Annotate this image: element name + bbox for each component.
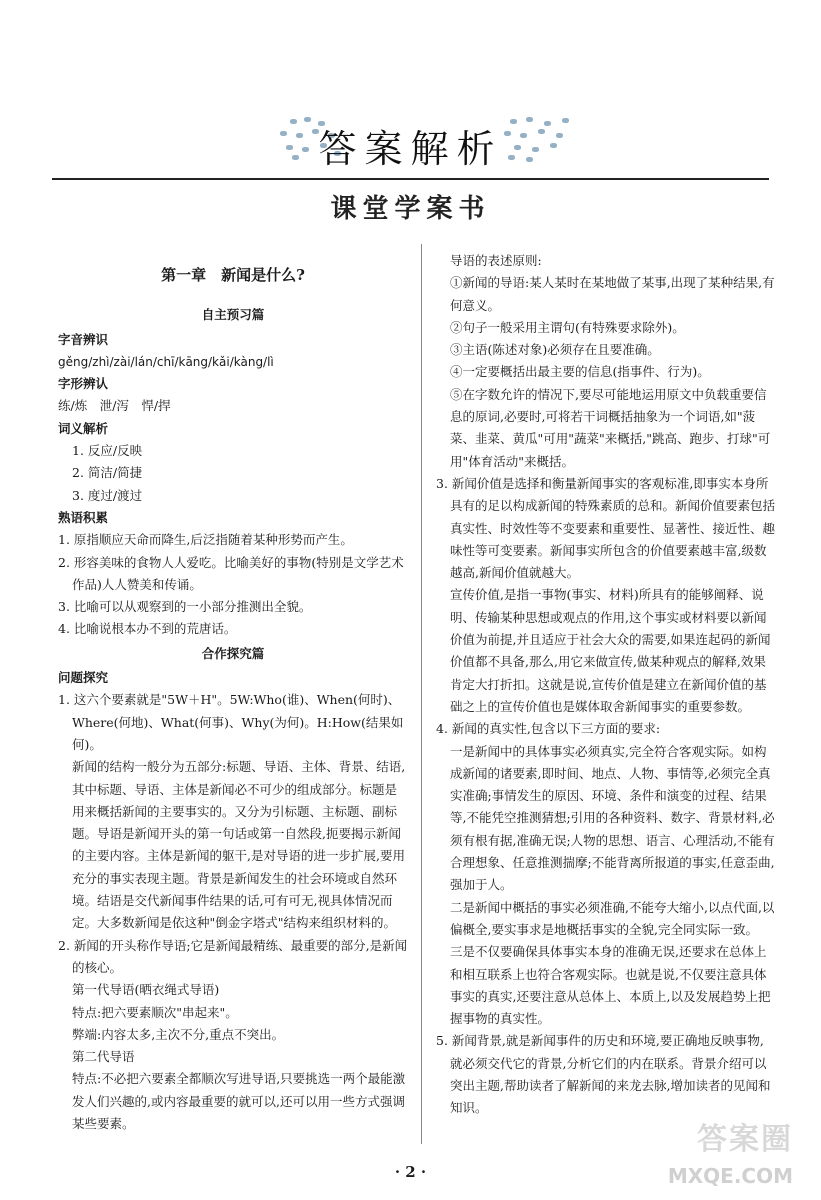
answer-item: 3. 比喻可以从观察到的一小部分推测出全貌。 bbox=[58, 599, 312, 615]
watermark-url: MXQE.COM bbox=[667, 1164, 793, 1188]
answer-item: ③主语(陈述对象)必须存在且要准确。 bbox=[450, 342, 660, 358]
watermark bbox=[667, 1122, 801, 1196]
answer-line: 特点:把六要素顺次"串起来"。 bbox=[72, 1004, 238, 1020]
answer-paragraph: 特点:不必把六要素全都顺次写进导语,只要挑选一两个最能激发人们兴趣的,或内容最重要的就可以,还可以用一些方式强调某些要素。 bbox=[72, 1071, 406, 1131]
answer-item: 3. 度过/渡过 bbox=[72, 487, 143, 503]
watermark-text: 答案圈 bbox=[697, 1122, 793, 1157]
page-number: · 2 · bbox=[394, 1163, 427, 1181]
subheading: 词义解析 bbox=[58, 420, 109, 436]
answer-line: 弊端:内容太多,主次不分,重点不突出。 bbox=[72, 1026, 285, 1042]
header-rule bbox=[52, 178, 769, 180]
page-header bbox=[0, 0, 821, 180]
answer-paragraph: 一是新闻中的具体事实必须真实,完全符合客观实际。如构成新闻的诸要素,即时间、地点、人物、事情等,必须完全真实准确;事情发生的原因、环境、条件和演变的过程、结果等,不能凭空推测猜想;引用的各种资料、数字、背景材料,必须有根有据,准确无误;人物的思想、语言、心理活动,不能有合理想象、任意推测揣摩;不能背离所报道的事实,任意歪曲,强加于人。 bbox=[450, 743, 775, 893]
answer-paragraph: 宣传价值,是指一事物(事实、材料)所具有的能够阐释、说明、传输某种思想或观点的作用,这个事实或材料要以新闻价值为前提,并且适应于社会大众的需要,如果连起码的新闻价值都不具备,那么,用它来做宣传,做某种观点的解释,效果肯定大打折扣。这就是说,宣传价值是建立在新闻价值的基础之上的宣传价值也是媒体取舍新闻事实的重要参数。 bbox=[450, 587, 771, 714]
answer-line: 第一代导语(晒衣绳式导语) bbox=[72, 982, 220, 998]
answer-item: ②句子一般采用主谓句(有特殊要求除外)。 bbox=[450, 319, 685, 335]
answer-item: 4. 比喻说根本办不到的荒唐话。 bbox=[58, 621, 237, 637]
answer-paragraph: 新闻的结构一般分为五部分:标题、导语、主体、背景、结语,其中标题、导语、主体是新闻必不可少的组成部分。标题是用来概括新闻的主要事实的。又分为引标题、主标题、副标题。导语是新闻开头的第一句话或第一自然段,扼要揭示新闻的主要内容。主体是新闻的躯干,是对导语的进一步扩展,要用充分的事实表现主题。背景是新闻发生的社会环境或自然环境。结语是交代新闻事件结果的话,可有可无,视具体情况而定。大多数新闻是依这种"倒金字塔式"结构来组织材料的。 bbox=[72, 759, 406, 931]
section-heading: 自主预习篇 bbox=[201, 307, 265, 323]
subheading: 字音辨识 bbox=[58, 331, 109, 347]
answer-paragraph: 三是不仅要确保具体事实本身的准确无误,还要求在总体上和相互联系上也符合客观实际。也就是说,不仅要注意具体事实的真实,还要注意从总体上、本质上,以及发展趋势上把握事物的真实性。 bbox=[450, 944, 771, 1027]
answer-item: 1. 反应/反映 bbox=[72, 443, 143, 459]
answer-item: 2. 形容美味的食物人人爱吃。比喻美好的事物(特别是文学艺术作品)人人赞美和传诵。 bbox=[58, 554, 404, 592]
answer-item: ④一定要概括出最主要的信息(指事件、行为)。 bbox=[450, 364, 710, 380]
answer-item: 4. 新闻的真实性,包含以下三方面的要求: bbox=[436, 721, 661, 737]
answer-item: 3. 新闻价值是选择和衡量新闻事实的客观标准,即事实本身所具有的足以构成新闻的特殊素质的总和。新闻价值要素包括真实性、时效性等不变要素和重要性、显著性、接近性、趣味性等可变要素。新闻事实所包含的价值要素越丰富,级数越高,新闻价值就越大。 bbox=[436, 475, 776, 581]
right-column bbox=[436, 250, 776, 1120]
answer-item: 2. 新闻的开头称作导语;它是新闻最精练、最重要的部分,是新闻的核心。 bbox=[58, 937, 408, 975]
subheading: 熟语积累 bbox=[58, 509, 109, 525]
subheading: 问题探究 bbox=[58, 670, 109, 686]
answer-item: 5. 新闻背景,就是新闻事件的历史和环境,要正确地反映事物,就必须交代它的背景,分析它们的内在联系。背景介绍可以突出主题,帮助读者了解新闻的来龙去脉,增加读者的见闻和知识。 bbox=[436, 1033, 771, 1116]
answer-item: 2. 简洁/简捷 bbox=[72, 465, 143, 481]
answer-item: ①新闻的导语:某人某时在某地做了某事,出现了某种结果,有何意义。 bbox=[450, 275, 775, 313]
column-divider bbox=[421, 244, 422, 1144]
page-title: 答案解析 bbox=[318, 127, 503, 171]
section-heading: 合作探究篇 bbox=[201, 645, 265, 661]
answer-line: 导语的表述原则: bbox=[450, 253, 542, 268]
pinyin-answer: gěng/zhì/zài/lán/chī/kāng/kǎi/kàng/lì bbox=[58, 354, 274, 369]
answer-item: 1. 原指顺应天命而降生,后泛指随着某种形势而产生。 bbox=[58, 532, 353, 548]
answer-item: ⑤在字数允许的情况下,要尽可能地运用原文中负载重要信息的原词,必要时,可将若干词概括抽象为一个词语,如"菠菜、韭菜、黄瓜"可用"蔬菜"来概括,"跳高、跑步、打球"可用"体育活动"来概括。 bbox=[450, 386, 771, 469]
answer-text: 练/炼 泄/泻 悍/捍 bbox=[58, 398, 171, 414]
section-subtitle: 课堂学案书 bbox=[330, 194, 491, 224]
chapter-title: 第一章 新闻是什么? bbox=[161, 266, 305, 284]
answer-paragraph: 二是新闻中概括的事实必须准确,不能夸大缩小,以点代面,以偏概全,要实事求是地概括事实的全貌,完全同实际一致。 bbox=[450, 899, 775, 937]
subheading: 字形辨认 bbox=[58, 376, 109, 392]
left-column bbox=[58, 250, 408, 1135]
answer-item: 1. 这六个要素就是"5W＋H"。5W:Who(谁)、When(何时)、Where(何地)、What(何事)、Why(为何)。H:How(结果如何)。 bbox=[58, 692, 404, 752]
answer-line: 第二代导语 bbox=[72, 1049, 135, 1065]
